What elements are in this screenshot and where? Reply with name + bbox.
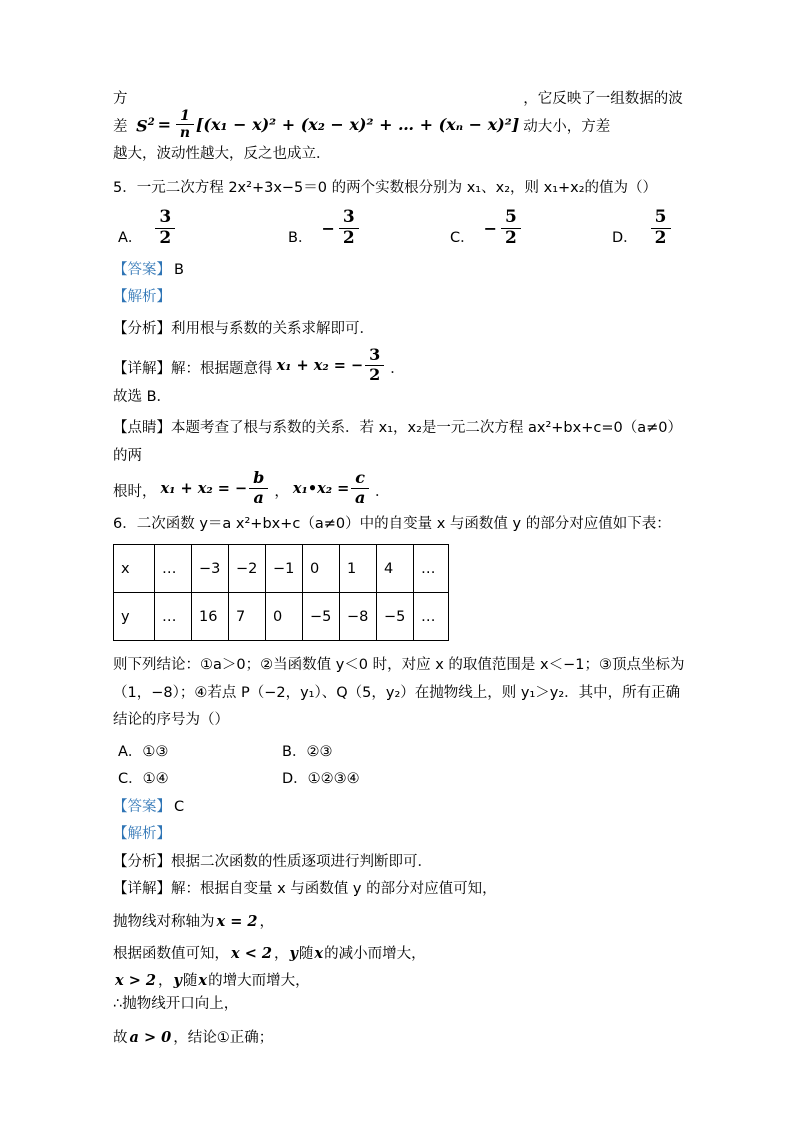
table-cell: … [155, 545, 192, 593]
variance-formula-line [113, 86, 686, 141]
comma: ， [274, 484, 289, 501]
variance-suffix: ，它反映了一组数据的波动大小，方差 [523, 91, 683, 135]
q6-increase-line: x > 2 ，y随x的增大而增大， [115, 971, 310, 989]
q6-conclusion-paragraph: 则下列结论：①a＞0；②当函数值 y＜0 时，对应 x 的取值范围是 x＜−1；③顶点坐标为（1，−8）；④若点 P（−2，y₁）、Q（5，y₂）在抛物线上，则 y₁＞y₂．其中，所有正确结论的序号为（） [113, 657, 685, 729]
answer-label: 【答案】 [113, 261, 171, 278]
q6-conclusion1-line: 故 a > 0 ，结论①正确； [113, 1028, 274, 1046]
axis-math: x = 2 [216, 912, 258, 930]
q6-options-row-2 [113, 766, 686, 794]
q6-fenxi-line: 【分析】根据二次函数的性质逐项进行判断即可． [113, 853, 432, 870]
table-cell: −1 [266, 545, 303, 593]
q6-axis-line: 抛物线对称轴为 x = 2 ， [113, 912, 274, 930]
fraction: $\frac{c}{a}$ [351, 470, 369, 507]
analysis-label: 【解析】 [113, 826, 171, 843]
y-math: y [289, 945, 298, 963]
q6-option-d: D．①②③④ [282, 771, 360, 788]
table-cell: … [414, 593, 449, 641]
inequality-math: x < 2 [231, 945, 272, 963]
x-math: x [198, 971, 208, 989]
fraction: $\frac{b}{a}$ [249, 470, 268, 507]
table-cell: … [414, 545, 449, 593]
q5-fenxi-line: 【分析】利用根与系数的关系求解即可． [113, 320, 374, 337]
q5-option-b [288, 209, 450, 248]
q6-detail-line: 【详解】解：根据自变量 x 与函数值 y 的部分对应值可知， [113, 881, 497, 898]
variance-prefix: 方差 [113, 91, 128, 135]
q5-detail-line [113, 347, 686, 384]
q5-answer-line [113, 257, 686, 285]
note-prefix: 根时， [113, 484, 157, 501]
inequality-math: x > 2 [115, 971, 156, 989]
table-cell: −8 [340, 593, 377, 641]
q6-value-table [113, 544, 449, 641]
option-value [151, 209, 177, 248]
q5-option-d [612, 209, 673, 248]
a-gt-0-math: a > 0 [129, 1028, 172, 1046]
vieta-sum-formula: x₁ + x₂ = − $\frac{b}{a}$ [161, 470, 271, 507]
option-label: A． [118, 229, 143, 246]
q5-note-line1: 【点睛】本题考查了根与系数的关系．若 x₁，x₂是一元二次方程 ax²+bx+c=0（a≠0）的两 [113, 420, 682, 464]
formula-body: [(x₁ − x)² + (x₂ − x)² + … + (xₙ − x)²] [195, 115, 520, 135]
fraction: $\frac{3}{2}$ [339, 209, 359, 248]
table-cell: −5 [303, 593, 340, 641]
table-row-x [114, 545, 449, 593]
table-cell: 1 [340, 545, 377, 593]
option-value [647, 209, 673, 248]
q6-option-c: C．①④ [118, 771, 169, 788]
answer-label: 【答案】 [113, 798, 171, 815]
table-cell: −2 [229, 545, 266, 593]
table-cell: 0 [266, 593, 303, 641]
vieta-product-formula: x₁•x₂ = $\frac{c}{a}$ [293, 470, 371, 507]
analysis-label: 【解析】 [113, 289, 171, 306]
question-5-stem: 5．一元二次方程 2x²+3x−5＝0 的两个实数根分别为 x₁、x₂，则 x₁+x₂的值为（） [113, 179, 658, 196]
table-cell: y [114, 593, 155, 641]
table-cell: 16 [192, 593, 229, 641]
table-cell: −5 [377, 593, 414, 641]
table-row-y [114, 593, 449, 641]
table-cell: 0 [303, 545, 340, 593]
fraction: $\frac{3}{2}$ [365, 347, 384, 384]
q6-option-a: A．①③ [118, 743, 169, 760]
table-cell: 4 [377, 545, 414, 593]
q6-openup-line: ∴抛物线开口向上， [113, 995, 239, 1012]
fraction: $\frac{5}{2}$ [651, 209, 671, 248]
period: ． [375, 484, 390, 501]
table-cell: −3 [192, 545, 229, 593]
y-math: y [173, 971, 182, 989]
q5-note-formulas [113, 470, 686, 507]
question-5-options [113, 209, 686, 248]
period: ． [390, 361, 405, 378]
table-cell: 7 [229, 593, 266, 641]
variance-formula [136, 109, 519, 141]
option-label: C． [450, 229, 475, 246]
q6-option-b: B．②③ [282, 743, 333, 760]
formula-lhs: $S^2$ [136, 116, 155, 136]
q6-answer-line [113, 794, 686, 822]
option-label: B． [288, 229, 313, 246]
q5-jiexi-line [113, 284, 686, 312]
sum-of-roots-formula: x₁ + x₂ = − $\frac{3}{2}$ [277, 347, 387, 384]
q6-decrease-line: 根据函数值可知， x < 2 ，y随x的减小而增大， [113, 945, 426, 963]
x-math: x [314, 945, 324, 963]
option-value: − $\frac{5}{2}$ [484, 209, 523, 248]
variance-line2: 越大，波动性越大，反之也成立． [113, 146, 331, 162]
q5-guxuan-line: 故选 B． [113, 388, 172, 405]
q5-option-a [118, 209, 288, 248]
equals-sign: = [157, 115, 172, 135]
fraction: $\frac{3}{2}$ [155, 209, 175, 248]
answer-value: C [174, 798, 185, 815]
detail-prefix: 【详解】解：根据题意得 [113, 361, 273, 378]
fraction-1-over-n: $\frac{1}{n}$ [176, 109, 194, 141]
table-cell: x [114, 545, 155, 593]
option-value: − $\frac{3}{2}$ [321, 209, 360, 248]
fraction: $\frac{5}{2}$ [501, 209, 521, 248]
option-label: D． [612, 229, 638, 246]
table-cell: … [155, 593, 192, 641]
q6-options-row-1 [113, 739, 686, 767]
question-6-stem: 6．二次函数 y＝a x²+bx+c（a≠0）中的自变量 x 与函数值 y 的部分对应值如下表： [113, 515, 671, 532]
q5-option-c [450, 209, 612, 248]
q6-jiexi-line [113, 821, 686, 849]
answer-value: B [174, 261, 184, 278]
